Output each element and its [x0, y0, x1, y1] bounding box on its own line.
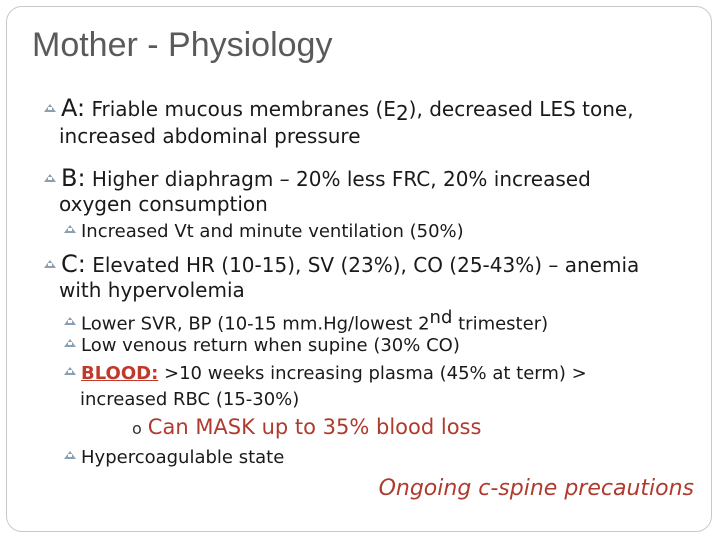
- blood-continuation: increased RBC (15-30%): [80, 389, 300, 410]
- bullet-b-text: Higher diaphragm – 20% less FRC, 20% increased: [85, 167, 591, 191]
- bullet-a-label: A:: [61, 94, 86, 122]
- circle-bullet-icon: o: [132, 419, 142, 438]
- bullet-a-sub: 2: [395, 101, 409, 126]
- bullet-marker-icon: [44, 104, 56, 112]
- bullet-marker-icon: [44, 174, 56, 182]
- bullet-b: [44, 164, 591, 192]
- bullet-c-label: C:: [61, 250, 86, 278]
- blood-label: BLOOD:: [81, 363, 159, 384]
- bullet-c-sub3-text: Hypercoagulable state: [81, 447, 285, 468]
- bullet-c-text: Elevated HR (10-15), SV (23%), CO (25-43%) – anemia: [85, 253, 640, 277]
- bullet-a-continuation: increased abdominal pressure: [59, 124, 361, 148]
- bullet-a: [44, 94, 634, 125]
- slide-title: Mother - Physiology: [32, 26, 333, 64]
- footer-note: Ongoing c-spine precautions: [378, 476, 694, 501]
- bullet-marker-icon: [64, 339, 76, 347]
- bullet-a-text-post: ), decreased LES tone,: [408, 97, 634, 121]
- bullet-c-sub1-sup: nd: [429, 307, 453, 328]
- bullet-c-sub1-pre: Lower SVR, BP (10-15 mm.Hg/lowest 2: [81, 313, 430, 335]
- bullet-c-continuation: with hypervolemia: [59, 278, 245, 302]
- bullet-marker-icon: [64, 225, 76, 233]
- mask-bullet: [132, 415, 481, 439]
- bullet-b-sub1: [64, 221, 464, 242]
- bullet-c-blood: [64, 363, 587, 384]
- bullet-c-sub2-text: Low venous return when supine (30% CO): [81, 335, 460, 356]
- bullet-marker-icon: [64, 367, 76, 375]
- bullet-c-sub2: [64, 335, 460, 356]
- bullet-c-sub3: [64, 447, 284, 468]
- blood-text: >10 weeks increasing plasma (45% at term) >: [158, 363, 587, 384]
- bullet-marker-icon: [64, 317, 76, 325]
- bullet-b-continuation: oxygen consumption: [59, 192, 268, 216]
- mask-text: Can MASK up to 35% blood loss: [147, 415, 482, 439]
- bullet-b-label: B:: [61, 164, 86, 192]
- bullet-marker-icon: [64, 451, 76, 459]
- bullet-c-sub1: [64, 307, 548, 334]
- bullet-c: [44, 250, 639, 278]
- bullet-b-sub1-text: Increased Vt and minute ventilation (50%): [81, 221, 464, 242]
- bullet-a-text-pre: Friable mucous membranes (E: [85, 97, 396, 121]
- bullet-c-sub1-post: trimester): [452, 313, 549, 335]
- bullet-marker-icon: [44, 260, 56, 268]
